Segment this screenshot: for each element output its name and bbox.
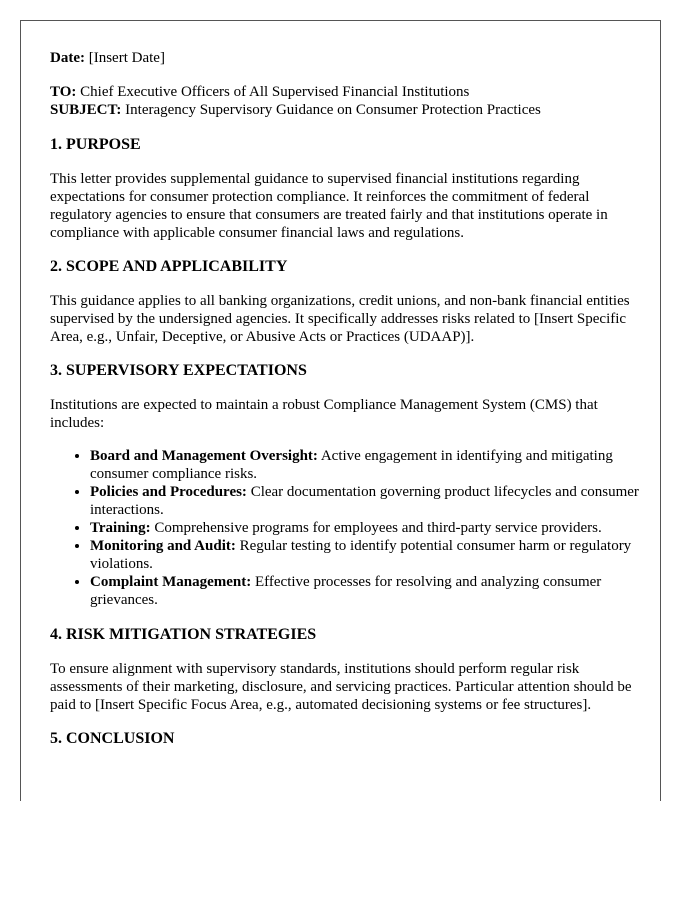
letter-page [20, 20, 661, 801]
list-item-term: Complaint Management: [90, 574, 252, 590]
subject-value: Interagency Supervisory Guidance on Consumer Protection Practices [125, 102, 541, 118]
addressee-block [50, 83, 640, 119]
section-body-purpose: This letter provides supplemental guidance to supervised financial institutions regarding expectations for consumer protection compliance. It reinforces the commitment of federal regulatory agencies to ensure that consumers are treated fairly and that institutions operate in compliance with applicable consumer financial laws and regulations. [50, 171, 608, 241]
section-heading-conclusion: 5. CONCLUSION [50, 730, 175, 747]
letter-body [50, 49, 640, 764]
date-line [50, 49, 640, 67]
list-item-term: Monitoring and Audit: [90, 538, 236, 554]
section-heading-scope: 2. SCOPE AND APPLICABILITY [50, 258, 288, 275]
date-value: [Insert Date] [88, 50, 165, 66]
to-label: TO: [50, 84, 77, 100]
list-item-text: Active engagement in identifying and mitigating consumer compliance risks. [90, 448, 613, 482]
list-item-term: Board and Management Oversight: [90, 448, 318, 464]
list-item-term: Policies and Procedures: [90, 484, 247, 500]
section-heading-purpose: 1. PURPOSE [50, 136, 141, 153]
list-item [90, 483, 640, 519]
list-item [90, 447, 640, 483]
list-item-text: Regular testing to identify potential consumer harm or regulatory violations. [90, 538, 632, 572]
list-item-text: Clear documentation governing product lifecycles and consumer interactions. [90, 484, 639, 518]
section-heading-expectations: 3. SUPERVISORY EXPECTATIONS [50, 362, 307, 379]
subject-label: SUBJECT: [50, 102, 122, 118]
section-intro-expectations: Institutions are expected to maintain a robust Compliance Management System (CMS) that includes: [50, 397, 598, 431]
cms-list [50, 447, 640, 609]
list-item [90, 537, 640, 573]
section-body-scope: This guidance applies to all banking organizations, credit unions, and non-bank financial entities supervised by the undersigned agencies. It specifically addresses risks related to [Insert Specific Area, e.g., Unfair, Deceptive, or Abusive Acts or Practices (UDAAP)]. [50, 293, 630, 345]
list-item-term: Training: [90, 520, 151, 536]
date-label: Date: [50, 50, 85, 66]
section-heading-risk: 4. RISK MITIGATION STRATEGIES [50, 626, 317, 643]
to-value: Chief Executive Officers of All Supervised Financial Institutions [80, 84, 470, 100]
section-body-risk: To ensure alignment with supervisory standards, institutions should perform regular risk assessments of their marketing, disclosure, and servicing practices. Particular attention should be paid to [Insert Specific Focus Area, e.g., automated decisioning systems or fee structures]. [50, 661, 632, 713]
list-item [90, 573, 640, 609]
list-item-text: Effective processes for resolving and analyzing consumer grievances. [90, 574, 602, 608]
to-line [50, 83, 640, 101]
list-item-text: Comprehensive programs for employees and third-party service providers. [150, 520, 602, 536]
list-item [90, 519, 640, 537]
subject-line [50, 101, 640, 119]
